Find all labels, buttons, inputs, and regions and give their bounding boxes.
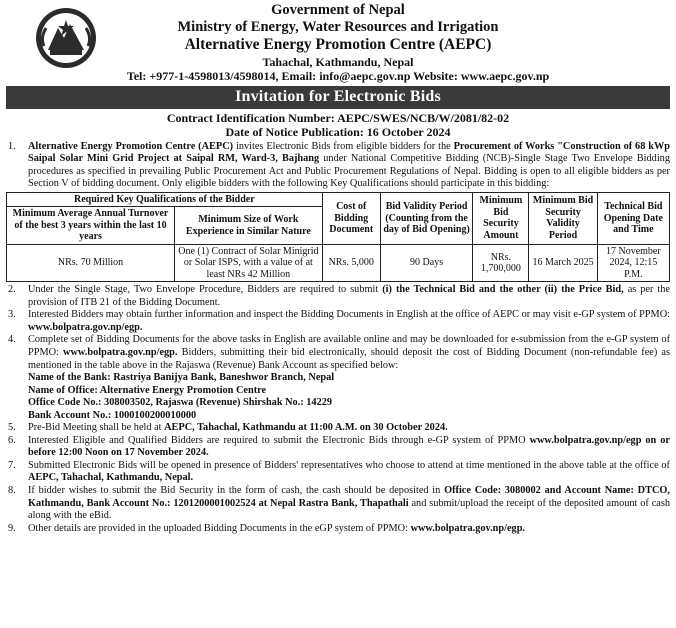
list-item: 2. Under the Single Stage, Two Envelope Procedure, Bidders are required to submit (i) the Technical Bid and the other (ii) the Price Bid, as per the provision of ITB 21 of the Bidding Document. xyxy=(8,284,670,308)
table-header-turnover: Minimum Average Annual Turnover of the best 3 years within the last 10 years xyxy=(7,207,175,245)
organization-title: Alternative Energy Promotion Centre (AEPC) xyxy=(184,36,492,54)
list-item: 1. Alternative Energy Promotion Centre (AEPC) invites Electronic Bids from eligible bidders for the Procurement of Works "Construction of 68 kWp Saipal Solar Mini Grid Project at Saipal RM, Ward-3, Bajhang under National Competitive Bidding (NCB)-Single Stage Two Envelope Bidding procedures as specified in prevailing Public Procurement Act and Public Procurement Regulations of Nepal. Bidding is open to all eligible bidders as per Section V of bidding document. Only eligible bidders with the following Key Qualifications should participate in this bidding: xyxy=(8,140,670,190)
address: Tahachal, Kathmandu, Nepal xyxy=(262,54,414,69)
list-item: 3. Interested Bidders may obtain further information and inspect the Bidding Documents in English at the office of AEPC or may visit e-GP system of PPMO: www.bolpatra.gov.np/egp. xyxy=(8,309,670,333)
list-item: 8. If bidder wishes to submit the Bid Security in the form of cash, the cash should be deposited in Office Code: 3080002 and Account Name: DTCO, Kathmandu, Bank Account No.: 1201200001002524 at Nepal Rastra Bank, Thapathali and submit/upload the receipt of the deposited amount of cash along with the eBid. xyxy=(8,485,671,522)
notice-date: Date of Notice Publication: 16 October 2024 xyxy=(225,125,451,140)
table-header-cost: Cost of Bidding Document xyxy=(322,192,380,244)
table-header-experience: Minimum Size of Work Experience in Similar Nature xyxy=(175,207,323,245)
ministry-title: Ministry of Energy, Water Resources and Irrigation xyxy=(177,19,499,36)
list-item: 6. Interested Eligible and Qualified Bidders are required to submit the Electronic Bids through e-GP system of PPMO www.bolpatra.gov.np/egp on or before 12:00 Noon on 17 November 2024. xyxy=(8,434,670,459)
table-header-validity: Bid Validity Period (Counting from the day of Bid Opening) xyxy=(380,192,473,244)
government-title: Government of Nepal xyxy=(271,2,405,18)
table-group-header: Required Key Qualifications of the Bidder xyxy=(7,192,323,207)
notice-items-continued xyxy=(6,284,670,535)
letterhead xyxy=(6,0,670,83)
notice-items xyxy=(6,141,670,191)
contact-line: Tel: +977-1-4598013/4598014, Email: info@aepc.gov.np Website: www.aepc.gov.np xyxy=(126,68,550,83)
notice-banner: Invitation for Electronic Bids xyxy=(6,86,670,109)
qualification-table xyxy=(6,192,670,283)
table-header-security: Minimum Bid Security Amount xyxy=(473,192,529,244)
list-item: 7. Submitted Electronic Bids will be opened in presence of Bidders' representatives who choose to attend at time mentioned in the above table at the office of AEPC, Tahachal, Kathmandu, Nepal. xyxy=(8,459,670,484)
table-header-opening: Technical Bid Opening Date and Time xyxy=(597,192,669,244)
table-header-security-validity: Minimum Bid Security Validity Period xyxy=(529,192,597,244)
list-item: 9. Other details are provided in the uploaded Bidding Documents in the eGP system of PPMO: www.bolpatra.gov.np/egp. xyxy=(8,522,525,534)
nepal-emblem-logo xyxy=(34,6,98,70)
table-row: NRs. 70 Million One (1) Contract of Solar Minigrid or Solar ISPS, with a value of at least NRs 42 Million NRs. 5,000 90 Days NRs. 1,700,000 16 March 2025 17 November 2024, 12:15 P.M. xyxy=(7,244,670,282)
list-item: 5. Pre-Bid Meeting shall be held at AEPC, Tahachal, Kathmandu at 11:00 A.M. on 30 October 2024. xyxy=(8,422,448,434)
list-item: 4. Complete set of Bidding Documents for the above tasks in English are available online and may be downloaded for e-submission from the e-GP system of PPMO: www.bolpatra.gov.np/egp. Bidders, submitting their bid electronically, should deposit the cost of Bidding Document (non-refundable fee) as mentioned in the table above in the Rajaswa (Revenue) Bank Account as specified below: Name of the Bank: Rastriya Banijya Bank, Baneshwor Branch, Nepal Name of Office: Alternative Energy Promotion Centre Office Code No.: 308003502, Rajaswa (Revenue) Shirshak No.: 14229 Bank Account No.: 1000100200010000 xyxy=(8,334,670,421)
bank-details: Name of the Bank: Rastriya Banijya Bank, Baneshwor Branch, Nepal Name of Office: Alternative Energy Promotion Centre Office Code No.: 308003502, Rajaswa (Revenue) Shirshak No.: 14229 Bank Account No.: 1000100200010000 xyxy=(28,372,335,421)
contract-id: Contract Identification Number: AEPC/SWES/NCB/W/2081/82-02 xyxy=(166,110,510,125)
